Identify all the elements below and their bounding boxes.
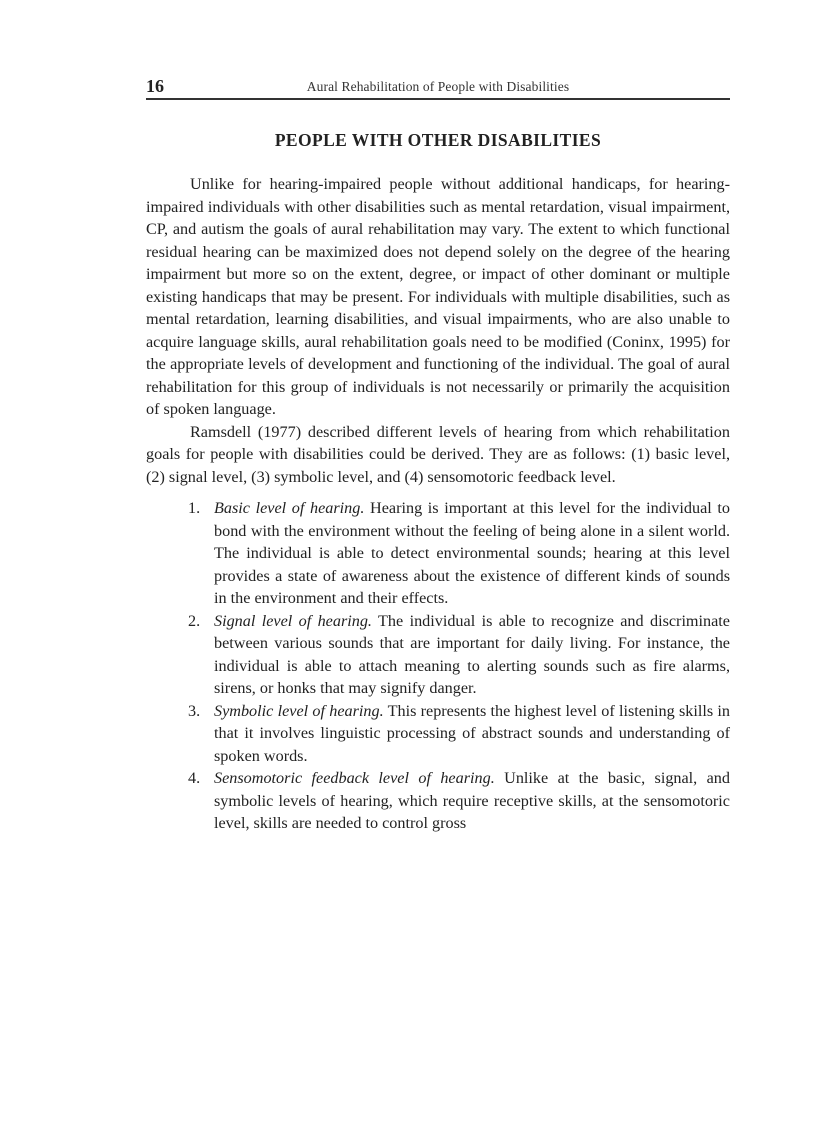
hearing-levels-list <box>146 497 730 835</box>
list-item-text: Unlike at the basic, signal, and symbolic levels of hearing, which require receptive skills, at the sensomotoric level, skills are needed to control gross <box>214 769 730 832</box>
list-item-number: 1. <box>188 499 201 517</box>
list-item <box>188 497 730 610</box>
book-page <box>146 74 730 835</box>
running-header <box>146 74 730 100</box>
running-title: Aural Rehabilitation of People with Disabilities <box>306 79 570 94</box>
section-heading: PEOPLE WITH OTHER DISABILITIES <box>274 130 602 150</box>
page-number: 16 <box>146 76 164 96</box>
list-item-text: Hearing is important at this level for the individual to bond with the environment without the feeling of being alone in a silent world. The individual is able to detect environmental sounds; hearing at this level provides a state of awareness about the existence of different kinds of sounds in the environment and their effects. <box>214 499 730 607</box>
list-item-number: 4. <box>188 769 201 787</box>
list-item-term: Signal level of hearing. <box>214 611 372 630</box>
list-item-term: Basic level of hearing. <box>214 499 365 517</box>
list-item <box>188 610 730 700</box>
paragraph: Ramsdell (1977) described different levels of hearing from which rehabilitation goals for people with disabilities could be derived. They are as follows: (1) basic level, (2) signal level, (3) symbolic level, and (4) sensomotoric feedback level. <box>146 422 730 486</box>
list-item <box>188 767 730 835</box>
list-item-term: Symbolic level of hearing. <box>214 701 384 720</box>
section-body <box>146 173 730 835</box>
list-item-text: This represents the highest level of listening skills in that it involves linguistic processing of abstract sounds and understanding of spoken words. <box>214 701 730 765</box>
list-item <box>188 700 730 768</box>
list-item-text: The individual is able to recognize and discriminate between various sounds that are important for daily living. For instance, the individual is able to attach meaning to alerting sounds such as fire alarms, sirens, or honks that may signify danger. <box>214 611 730 697</box>
list-item-term: Sensomotoric feedback level of hearing. <box>214 769 495 787</box>
list-item-number: 2. <box>188 611 201 630</box>
list-item-number: 3. <box>188 701 201 720</box>
paragraph: Unlike for hearing-impaired people without additional handicaps, for hearing-impaired individuals with other disabilities such as mental retardation, visual impairment, CP, and autism the goals of aural rehabilitation may vary. The extent to which functional residual hearing can be maximized does not depend solely on the degree of the hearing impairment but more so on the extent, degree, or impact of other dominant or multiple existing handicaps that may be present. For individuals with multiple disabilities, such as mental retardation, learning disabilities, and visual impairments, who are also unable to acquire language skills, aural rehabilitation goals need to be modified (Coninx, 1995) for the appropriate levels of development and functioning of the individual. The goal of aural rehabilitation for this group of individuals is not necessarily or primarily the acquisition of spoken language. <box>146 175 730 418</box>
